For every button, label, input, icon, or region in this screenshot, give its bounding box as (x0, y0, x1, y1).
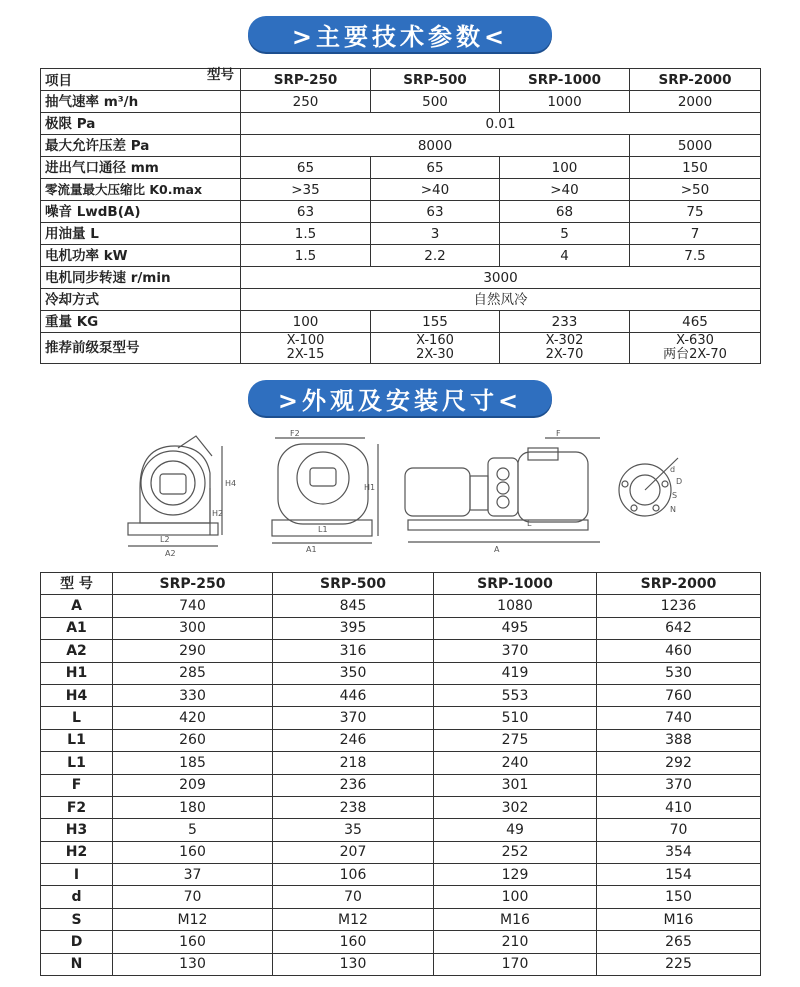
dims-cell: 160 (273, 931, 434, 953)
cell: >40 (500, 179, 630, 201)
dim-label: H1 (364, 483, 376, 492)
cell: 65 (371, 157, 500, 179)
dims-row (41, 796, 761, 818)
row-label: 噪音 LwdB(A) (41, 201, 241, 223)
dims-row (41, 908, 761, 930)
cell: >40 (371, 179, 500, 201)
dims-row (41, 617, 761, 639)
dims-model-3: SRP-2000 (597, 573, 761, 595)
dims-row-label: L (41, 707, 113, 729)
row-label: 最大允许压差 Pa (41, 135, 241, 157)
dims-cell: 388 (597, 729, 761, 751)
dim-label: A (494, 545, 500, 554)
spec-model-0: SRP-250 (241, 69, 371, 91)
dims-header-label: 型 号 (41, 573, 113, 595)
dim-label: D (676, 477, 683, 486)
dims-cell: 275 (434, 729, 597, 751)
row-label: 抽气速率 m³/h (41, 91, 241, 113)
dims-cell: 265 (597, 931, 761, 953)
cell: 465 (630, 311, 761, 333)
cell: 68 (500, 201, 630, 223)
dims-cell: M12 (273, 908, 434, 930)
cell: 100 (241, 311, 371, 333)
dims-row-label: F2 (41, 796, 113, 818)
installation-drawings (0, 428, 800, 568)
dims-cell: 1236 (597, 595, 761, 617)
dims-cell: 160 (113, 841, 273, 863)
cell (630, 333, 761, 364)
dims-cell: M16 (597, 908, 761, 930)
cell: 1.5 (241, 245, 371, 267)
cell: 3 (371, 223, 500, 245)
dims-cell: 100 (434, 886, 597, 908)
dim-label: S (672, 491, 678, 500)
section-title-specs: >主要技术参数< (248, 16, 552, 52)
dims-row (41, 662, 761, 684)
dims-cell: 354 (597, 841, 761, 863)
front-view-drawing (128, 436, 236, 558)
dims-cell: 170 (434, 953, 597, 975)
spec-model-3: SRP-2000 (630, 69, 761, 91)
line: X-100 (286, 333, 325, 348)
dims-row-label: N (41, 953, 113, 975)
dims-row (41, 595, 761, 617)
dims-model-1: SRP-500 (273, 573, 434, 595)
dims-cell: 370 (273, 707, 434, 729)
dims-cell: 252 (434, 841, 597, 863)
cell: 8000 (241, 135, 630, 157)
spec-header-corner (41, 69, 241, 91)
full-pump-drawing (405, 429, 600, 554)
line: X-302 (545, 333, 584, 348)
cell: 7 (630, 223, 761, 245)
dims-cell: 49 (434, 819, 597, 841)
dims-row (41, 707, 761, 729)
dims-cell: 740 (113, 595, 273, 617)
dims-cell: 150 (597, 886, 761, 908)
dims-cell: 207 (273, 841, 434, 863)
spec-row-prepump (41, 333, 761, 364)
row-label: 冷却方式 (41, 289, 241, 311)
dim-label: A2 (165, 549, 176, 558)
dim-label: H2 (212, 509, 224, 518)
row-label: 电机同步转速 r/min (41, 267, 241, 289)
dims-cell: 236 (273, 774, 434, 796)
cell: 75 (630, 201, 761, 223)
cell: 3000 (241, 267, 761, 289)
dims-cell: 260 (113, 729, 273, 751)
dims-cell: 495 (434, 617, 597, 639)
cell: 100 (500, 157, 630, 179)
header-item-label: 项目 (45, 73, 72, 89)
dims-model-2: SRP-1000 (434, 573, 597, 595)
dims-model-0: SRP-250 (113, 573, 273, 595)
cell: 150 (630, 157, 761, 179)
dims-cell: M12 (113, 908, 273, 930)
dims-row-label: A (41, 595, 113, 617)
dims-cell: 5 (113, 819, 273, 841)
dims-cell: 446 (273, 684, 434, 706)
dims-row (41, 640, 761, 662)
spec-table (40, 68, 761, 364)
dims-cell: 106 (273, 864, 434, 886)
dims-row (41, 752, 761, 774)
row-label: 用油量 L (41, 223, 241, 245)
dims-cell: 420 (113, 707, 273, 729)
dims-cell: 180 (113, 796, 273, 818)
dims-cell: 370 (597, 774, 761, 796)
dim-label: L2 (160, 535, 170, 544)
spec-row-speed (41, 91, 761, 113)
dims-cell: 460 (597, 640, 761, 662)
dim-label: N (670, 505, 676, 514)
dims-cell: 130 (113, 953, 273, 975)
line: 2X-15 (286, 347, 325, 362)
dims-row-label: d (41, 886, 113, 908)
dims-row (41, 684, 761, 706)
cell: 63 (241, 201, 371, 223)
dims-row-label: I (41, 864, 113, 886)
row-label: 推荐前级泵型号 (41, 333, 241, 364)
row-label: 电机功率 kW (41, 245, 241, 267)
row-label: 零流量最大压缩比 K0.max (41, 179, 241, 201)
cell: 4 (500, 245, 630, 267)
dims-row-label: F (41, 774, 113, 796)
dims-cell: 160 (113, 931, 273, 953)
cell: 0.01 (241, 113, 761, 135)
cell: 2000 (630, 91, 761, 113)
dims-cell: 419 (434, 662, 597, 684)
cell: >35 (241, 179, 371, 201)
dims-cell: 530 (597, 662, 761, 684)
dims-row (41, 931, 761, 953)
section-title-dimensions: >外观及安装尺寸< (248, 380, 552, 416)
row-label: 进出气口通径 mm (41, 157, 241, 179)
dims-cell: 290 (113, 640, 273, 662)
dims-row-label: S (41, 908, 113, 930)
dims-row (41, 841, 761, 863)
dims-cell: 70 (273, 886, 434, 908)
cell: 155 (371, 311, 500, 333)
dims-cell: 246 (273, 729, 434, 751)
dims-cell: 130 (273, 953, 434, 975)
spec-row-compress (41, 179, 761, 201)
dims-cell: 129 (434, 864, 597, 886)
dims-cell: 70 (113, 886, 273, 908)
spec-row-limit (41, 113, 761, 135)
line: 两台2X-70 (663, 347, 727, 362)
dims-cell: 845 (273, 595, 434, 617)
dims-cell: 1080 (434, 595, 597, 617)
dims-row-label: H4 (41, 684, 113, 706)
dims-cell: 285 (113, 662, 273, 684)
dims-row (41, 729, 761, 751)
dims-row-label: D (41, 931, 113, 953)
dims-cell: 316 (273, 640, 434, 662)
cell: 65 (241, 157, 371, 179)
line: 2X-30 (416, 347, 454, 362)
dims-cell: 553 (434, 684, 597, 706)
dims-cell: 154 (597, 864, 761, 886)
dims-cell: 292 (597, 752, 761, 774)
dims-cell: 218 (273, 752, 434, 774)
cell: >50 (630, 179, 761, 201)
cell: 自然风冷 (241, 289, 761, 311)
spec-row-weight (41, 311, 761, 333)
dims-cell: 301 (434, 774, 597, 796)
spec-row-port (41, 157, 761, 179)
dims-row-label: H2 (41, 841, 113, 863)
dim-label: F2 (290, 429, 300, 438)
cell: 2.2 (371, 245, 500, 267)
dims-row-label: L1 (41, 729, 113, 751)
dims-cell: 510 (434, 707, 597, 729)
dims-cell: 395 (273, 617, 434, 639)
dims-cell: 70 (597, 819, 761, 841)
dims-cell: 37 (113, 864, 273, 886)
dims-cell: 210 (434, 931, 597, 953)
spec-header-row (41, 69, 761, 91)
dims-cell: 240 (434, 752, 597, 774)
cell: 233 (500, 311, 630, 333)
dims-cell: 740 (597, 707, 761, 729)
dim-label: A1 (306, 545, 317, 554)
dim-label: d (670, 465, 676, 474)
cell (500, 333, 630, 364)
dims-row (41, 953, 761, 975)
dims-row (41, 886, 761, 908)
dims-cell: 370 (434, 640, 597, 662)
dim-label: F (556, 429, 561, 438)
cell (371, 333, 500, 364)
dims-header-row (41, 573, 761, 595)
dims-cell: 642 (597, 617, 761, 639)
flange-drawing (619, 458, 682, 516)
spec-row-rpm (41, 267, 761, 289)
dims-row-label: H1 (41, 662, 113, 684)
dims-cell: 225 (597, 953, 761, 975)
dims-row (41, 864, 761, 886)
spec-row-pressure (41, 135, 761, 157)
dims-cell: 410 (597, 796, 761, 818)
dimensions-table (40, 572, 761, 976)
cell (241, 333, 371, 364)
side-view-drawing (272, 429, 378, 554)
dims-cell: 330 (113, 684, 273, 706)
dims-cell: 35 (273, 819, 434, 841)
cell: 1.5 (241, 223, 371, 245)
dims-cell: M16 (434, 908, 597, 930)
cell: 5000 (630, 135, 761, 157)
row-label: 重量 KG (41, 311, 241, 333)
spec-row-noise (41, 201, 761, 223)
cell: 1000 (500, 91, 630, 113)
dims-row-label: H3 (41, 819, 113, 841)
dims-cell: 302 (434, 796, 597, 818)
dims-cell: 300 (113, 617, 273, 639)
dims-cell: 760 (597, 684, 761, 706)
dims-row-label: A2 (41, 640, 113, 662)
dims-row (41, 774, 761, 796)
dims-row-label: A1 (41, 617, 113, 639)
row-label: 极限 Pa (41, 113, 241, 135)
cell: 7.5 (630, 245, 761, 267)
header-model-label: 型号 (207, 67, 234, 83)
spec-model-2: SRP-1000 (500, 69, 630, 91)
cell: 250 (241, 91, 371, 113)
spec-model-1: SRP-500 (371, 69, 500, 91)
dim-label: H4 (225, 479, 237, 488)
dims-cell: 185 (113, 752, 273, 774)
line: X-160 (416, 333, 454, 348)
cell: 63 (371, 201, 500, 223)
dims-cell: 238 (273, 796, 434, 818)
cell: 500 (371, 91, 500, 113)
line: 2X-70 (545, 347, 584, 362)
dims-cell: 209 (113, 774, 273, 796)
dims-row-label: L1 (41, 752, 113, 774)
dim-label: L1 (318, 525, 328, 534)
spec-row-oil (41, 223, 761, 245)
spec-row-cooling (41, 289, 761, 311)
dim-label: L (527, 519, 532, 528)
spec-row-power (41, 245, 761, 267)
line: X-630 (676, 333, 714, 348)
dims-row (41, 819, 761, 841)
dims-cell: 350 (273, 662, 434, 684)
cell: 5 (500, 223, 630, 245)
